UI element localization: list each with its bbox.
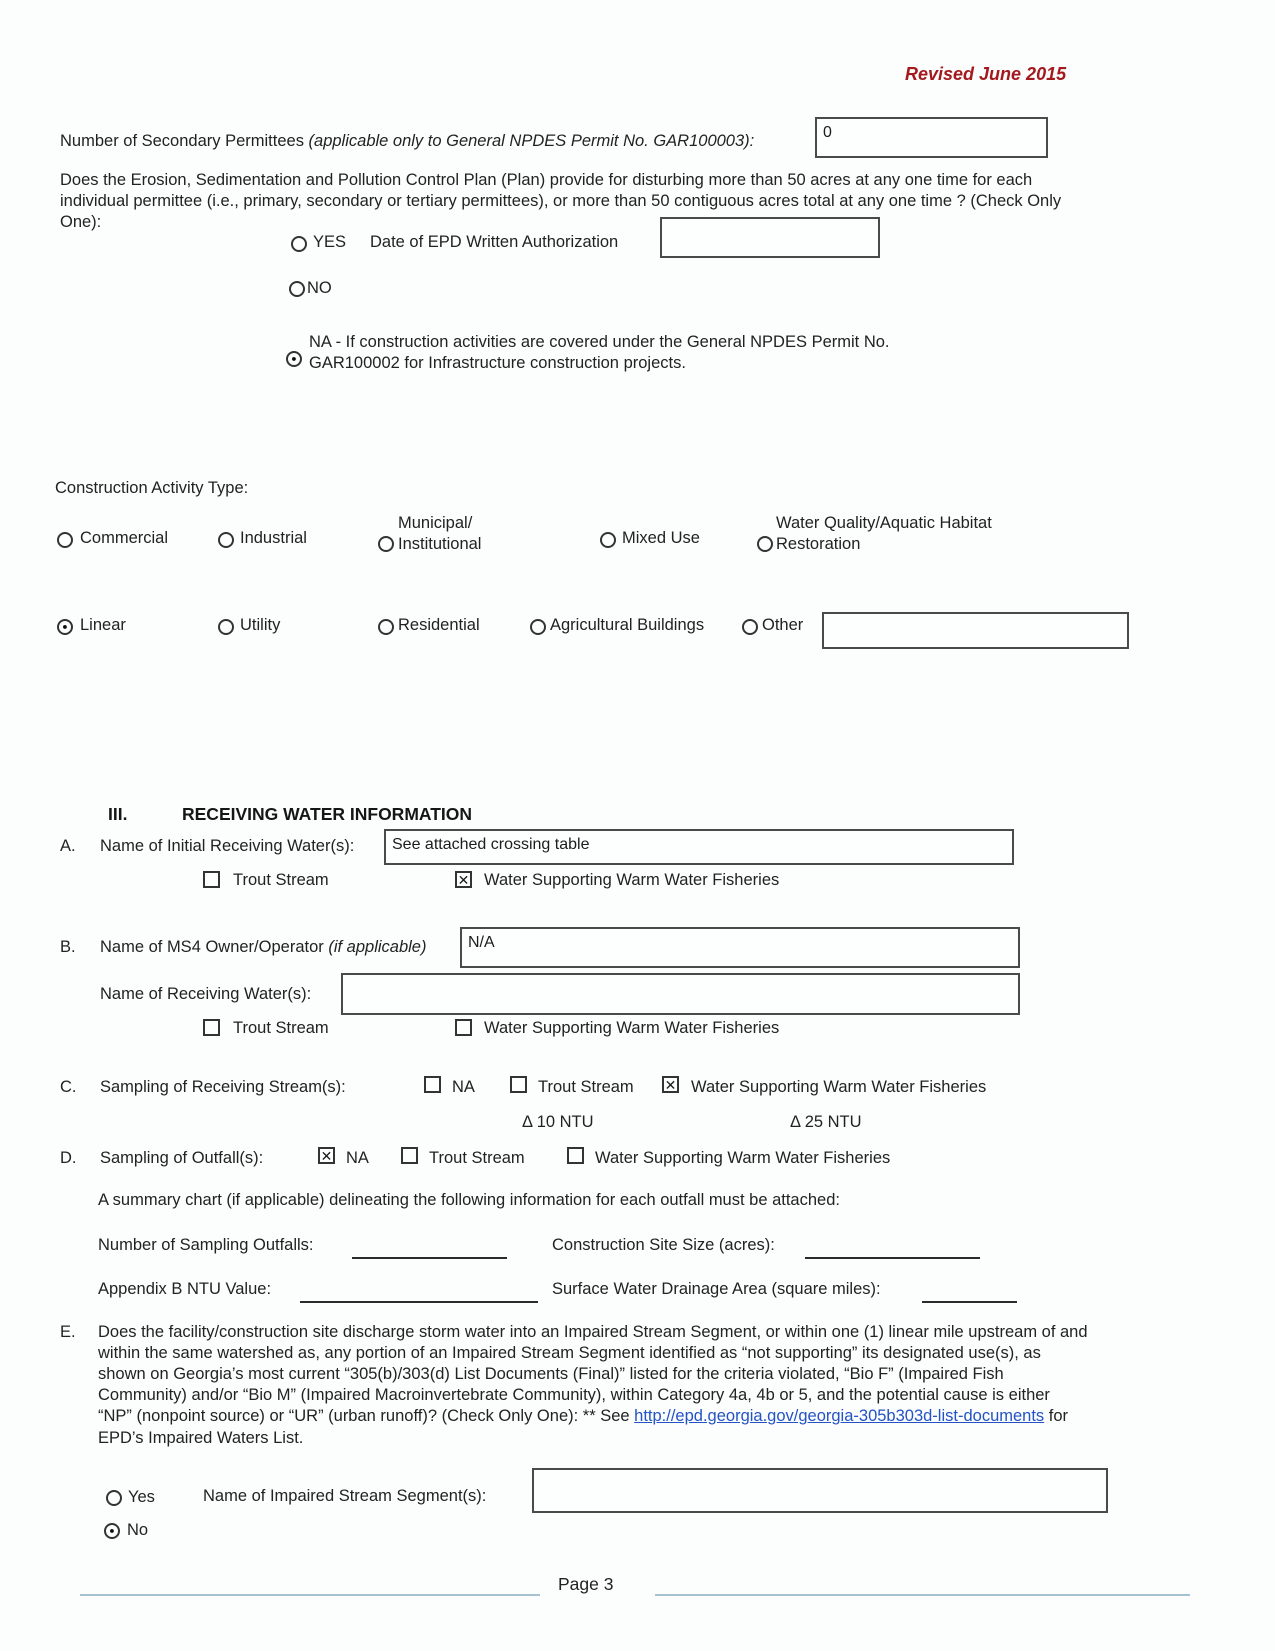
impaired-yes-label: Yes — [128, 1488, 155, 1506]
erosion-yes-radio[interactable] — [291, 236, 307, 252]
initial-receiving-water-input[interactable] — [384, 829, 1014, 865]
item-c-letter: C. — [60, 1078, 77, 1096]
c-trout-stream-label: Trout Stream — [538, 1078, 634, 1096]
a-warm-water-checkbox[interactable] — [455, 871, 472, 888]
erosion-question-text: Does the Erosion, Sedimentation and Pollution Control Plan (Plan) provide for disturbing more than 50 acres at any one time for each individual permittee (i.e., primary, secondary or tertiary permittees), or more than 50 contiguous acres total at any one time ? (Check Only One): — [60, 171, 1062, 232]
sampling-outfalls-count-label: Number of Sampling Outfalls: — [98, 1236, 314, 1254]
epd-authorization-date-input[interactable] — [660, 217, 880, 258]
summary-chart-note: A summary chart (if applicable) delineating the following information for each outfall must be attached: — [98, 1191, 840, 1209]
activity-utility-label: Utility — [240, 616, 281, 634]
b-warm-water-label: Water Supporting Warm Water Fisheries — [484, 1019, 780, 1037]
appendix-b-ntu-label: Appendix B NTU Value: — [98, 1280, 272, 1298]
secondary-permittees-value: 0 — [823, 124, 832, 141]
epd-authorization-date-label: Date of EPD Written Authorization — [370, 233, 619, 251]
ntu-25-label: Δ 25 NTU — [790, 1113, 862, 1131]
c-na-label: NA — [452, 1078, 475, 1096]
activity-municipal-label: Municipal/ Institutional — [398, 514, 482, 554]
ms4-owner-label-text: Name of MS4 Owner/Operator — [100, 938, 329, 956]
activity-linear-dot: ● — [62, 621, 68, 631]
ntu-10-label: Δ 10 NTU — [522, 1113, 594, 1131]
secondary-permittees-input[interactable] — [815, 117, 1048, 158]
footer-line-right — [655, 1594, 1190, 1596]
c-warm-water-mark: ✕ — [664, 1076, 677, 1093]
activity-water-quality-label: Water Quality/Aquatic Habitat Restoration — [776, 514, 992, 554]
ms4-owner-label — [100, 937, 426, 958]
construction-activity-type-label: Construction Activity Type: — [55, 479, 249, 497]
drainage-area-blank[interactable] — [922, 1301, 1017, 1303]
impaired-yes-radio[interactable] — [106, 1490, 122, 1506]
activity-residential-radio[interactable] — [378, 619, 394, 635]
impaired-stream-question — [98, 1322, 1088, 1449]
activity-water-quality-radio[interactable] — [757, 536, 773, 552]
activity-industrial-label: Industrial — [240, 529, 307, 547]
activity-residential-label: Residential — [398, 616, 480, 634]
erosion-na-label: NA - If construction activities are covered under the General NPDES Permit No. GAR100002 for Infrastructure construction projects. — [309, 333, 890, 373]
a-trout-stream-checkbox[interactable] — [203, 871, 220, 888]
activity-mixed-use-label: Mixed Use — [622, 529, 700, 547]
impaired-no-radio[interactable] — [104, 1523, 120, 1539]
item-d-letter: D. — [60, 1149, 77, 1167]
b-trout-stream-checkbox[interactable] — [203, 1019, 220, 1036]
activity-mixed-use-radio[interactable] — [600, 532, 616, 548]
activity-utility-radio[interactable] — [218, 619, 234, 635]
d-trout-stream-label: Trout Stream — [429, 1149, 525, 1167]
activity-other-input[interactable] — [822, 612, 1129, 649]
item-a-letter: A. — [60, 837, 76, 855]
drainage-area-label: Surface Water Drainage Area (square miles): — [552, 1280, 881, 1298]
erosion-yes-label: YES — [313, 233, 347, 251]
epd-authorization-date-value — [662, 219, 878, 227]
b-warm-water-checkbox[interactable] — [455, 1019, 472, 1036]
activity-commercial-label: Commercial — [80, 529, 169, 547]
appendix-b-ntu-blank[interactable] — [300, 1301, 538, 1303]
d-na-label: NA — [346, 1149, 369, 1167]
activity-industrial-radio[interactable] — [218, 532, 234, 548]
sampling-receiving-stream-label: Sampling of Receiving Stream(s): — [100, 1078, 346, 1096]
section-iii-title: RECEIVING WATER INFORMATION — [182, 804, 473, 824]
activity-linear-radio[interactable] — [57, 619, 73, 635]
activity-agricultural-label: Agricultural Buildings — [550, 616, 705, 634]
activity-linear-label: Linear — [80, 616, 126, 634]
impaired-segment-label: Name of Impaired Stream Segment(s): — [203, 1487, 487, 1505]
impaired-segment-input[interactable] — [532, 1468, 1108, 1513]
impaired-no-dot: ● — [109, 1525, 115, 1535]
site-size-label: Construction Site Size (acres): — [552, 1236, 775, 1254]
a-warm-water-mark: ✕ — [457, 871, 470, 888]
secondary-permittees-label-italic: (applicable only to General NPDES Permit No. GAR100003): — [308, 132, 755, 150]
item-b-letter: B. — [60, 938, 76, 956]
erosion-no-radio[interactable] — [289, 281, 305, 297]
sampling-outfalls-label: Sampling of Outfall(s): — [100, 1149, 264, 1167]
c-trout-stream-checkbox[interactable] — [510, 1076, 527, 1093]
impaired-no-label: No — [127, 1521, 149, 1539]
c-na-checkbox[interactable] — [424, 1076, 441, 1093]
impaired-question-text-before: Does the facility/construction site discharge storm water into an Impaired Stream Segment, or within one (1) linear mile upstream of and within the same watershed as, any portion of an Impaired Stream Segment identified as “not supporting” its designated use(s), as shown on Georgia’s most current “305(b)/303(d) List Documents (Final)” listed for the criteria violated, “Bio F” (Impaired Fish Community) and/or “Bio M” (Impaired Macroinvertebrate Community), within Category 4a, 4b or 5, and the potential cause is either “NP” (nonpoint source) or “UR” (urban runoff)? (Check Only One): ** See — [98, 1323, 1088, 1426]
ms4-owner-value: N/A — [468, 934, 495, 951]
ms4-owner-input[interactable] — [460, 927, 1020, 968]
d-trout-stream-checkbox[interactable] — [401, 1147, 418, 1164]
activity-municipal-radio[interactable] — [378, 536, 394, 552]
d-warm-water-checkbox[interactable] — [567, 1147, 584, 1164]
erosion-na-radio[interactable] — [286, 351, 302, 367]
erosion-na-radio-dot: ● — [291, 353, 297, 363]
c-warm-water-checkbox[interactable] — [662, 1076, 679, 1093]
secondary-permittees-label-text: Number of Secondary Permittees — [60, 132, 309, 150]
a-warm-water-label: Water Supporting Warm Water Fisheries — [484, 871, 780, 889]
revised-date-stamp: Revised June 2015 — [905, 64, 1067, 84]
impaired-question-text-after: for EPD’s Impaired Waters List. — [98, 1407, 1069, 1447]
impaired-segment-value — [534, 1470, 1106, 1478]
activity-other-radio[interactable] — [742, 619, 758, 635]
a-trout-stream-label: Trout Stream — [233, 871, 329, 889]
c-warm-water-label: Water Supporting Warm Water Fisheries — [691, 1078, 987, 1096]
d-na-mark: ✕ — [320, 1147, 333, 1164]
page-number: Page 3 — [558, 1574, 614, 1594]
ms4-owner-label-italic: (if applicable) — [328, 938, 427, 956]
receiving-water-value — [343, 975, 1018, 983]
erosion-no-label: NO — [307, 279, 332, 297]
b-trout-stream-label: Trout Stream — [233, 1019, 329, 1037]
section-iii-number: III. — [108, 804, 128, 824]
activity-commercial-radio[interactable] — [57, 532, 73, 548]
activity-other-label: Other — [762, 616, 804, 634]
footer-line-left — [80, 1594, 540, 1596]
site-size-blank[interactable] — [805, 1257, 980, 1259]
activity-other-value — [824, 614, 1127, 622]
secondary-permittees-label — [60, 131, 754, 152]
activity-agricultural-radio[interactable] — [530, 619, 546, 635]
initial-receiving-water-label: Name of Initial Receiving Water(s): — [100, 837, 355, 855]
item-e-letter: E. — [60, 1323, 76, 1341]
d-na-checkbox[interactable] — [318, 1147, 335, 1164]
initial-receiving-water-value: See attached crossing table — [392, 836, 590, 853]
d-warm-water-label: Water Supporting Warm Water Fisheries — [595, 1149, 891, 1167]
receiving-water-label: Name of Receiving Water(s): — [100, 985, 312, 1003]
impaired-waters-link[interactable]: http://epd.georgia.gov/georgia-305b303d-list-documents — [634, 1407, 1045, 1426]
sampling-outfalls-count-blank[interactable] — [352, 1257, 507, 1259]
receiving-water-input[interactable] — [341, 973, 1020, 1015]
